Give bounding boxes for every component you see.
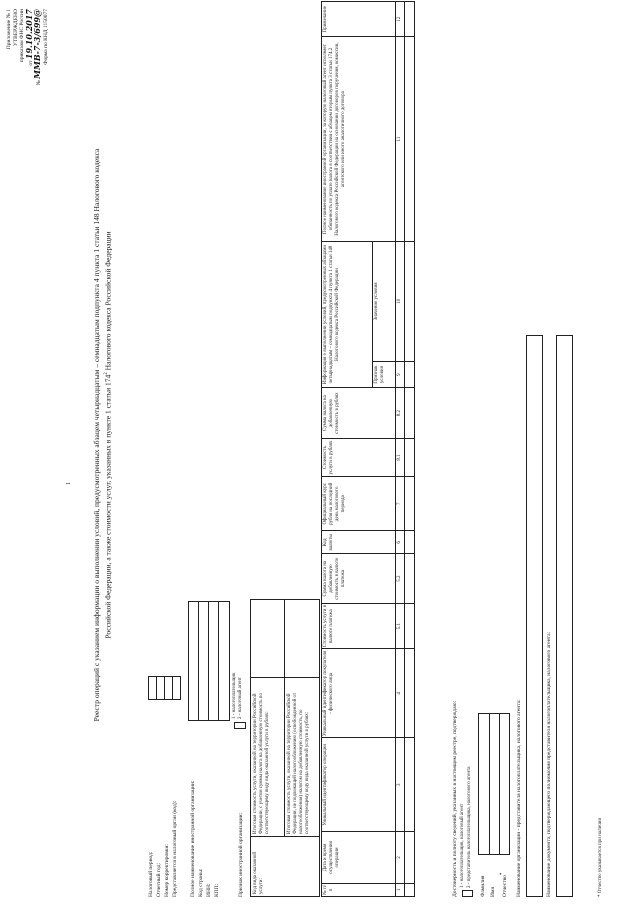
col-8-1-header: Стоимость услуги в рублях	[322, 438, 396, 476]
order-date: 19.10.2017	[23, 9, 34, 60]
sign-input[interactable]	[234, 722, 246, 729]
table-row	[405, 2, 415, 897]
approved-label: УТВЕРЖДЕНО	[12, 9, 19, 47]
sign-option-1: 1 - налогоплательщик	[232, 672, 237, 719]
patronymic-label: Отчество*	[500, 872, 508, 897]
col-number: 7	[396, 477, 405, 531]
table-cell[interactable]	[405, 554, 415, 603]
col-10-header: Значение условия	[373, 241, 396, 361]
col-9-header: Признак условия	[373, 361, 396, 387]
table-cell[interactable]	[405, 832, 415, 884]
col-3-header: Уникальный идентификатор операции	[322, 738, 396, 832]
table-cell[interactable]	[405, 37, 415, 241]
confirm-option-1: 1 - налогоплательщик, налоговый агент	[460, 803, 465, 888]
col-number: 6	[396, 531, 405, 554]
doc-input[interactable]	[556, 335, 573, 897]
table-cell[interactable]	[405, 883, 415, 896]
col-number: 9	[396, 361, 405, 387]
footnote: * Отчество указывается при наличии	[598, 817, 603, 897]
exempt-value-label: Итоговая стоимость услуги, оказанной на территории Российской Федерации, не подлежащей налогообложению (освобожденной от налогообложения) налогом на добавленную стоимость, по соответствующему коду вида оказанной услуги в рублях:	[287, 692, 310, 834]
col-number: 5.2	[396, 554, 405, 603]
confirm-type-input[interactable]	[462, 890, 473, 897]
register-table	[321, 1, 415, 897]
table-cell[interactable]	[405, 477, 415, 531]
signer-name-input[interactable]	[478, 713, 510, 855]
table-cell[interactable]	[405, 361, 415, 387]
order-label: приказом ФНС России	[19, 9, 25, 63]
service-code-label: Код вида оказанной услуги:	[253, 851, 264, 894]
org-rep-input[interactable]	[526, 335, 543, 897]
col-number: 4	[396, 649, 405, 738]
surname-label: Фамилия	[480, 875, 486, 897]
org-info-input[interactable]	[188, 601, 230, 721]
inn-label: ИНН:	[206, 883, 212, 897]
conditions-header: Информация о выполнении условий, предусмотренных абзацами четырнадцатым – семнадцатым подпункта 4 пункта 1 статьи 148 Налогового кодекса Российской Федерации	[322, 241, 373, 388]
table-cell[interactable]	[405, 2, 415, 37]
col-5-1-header: Стоимость услуги в валюте платежа	[322, 603, 396, 649]
table-cell[interactable]	[405, 531, 415, 554]
confirm-option-2: 2 - представитель налогоплательщика, налогового агента	[467, 766, 472, 888]
org-rep-label: Наименование организации - представителя налогоплательщика, налогового агента:	[516, 699, 522, 897]
col-number: 11	[396, 37, 405, 241]
col-6-header: Код валюты	[322, 531, 396, 554]
table-header-row	[322, 2, 373, 897]
table-number-row	[396, 2, 405, 897]
total-value-label: Итоговая стоимость услуги, оказанной на территории Российской Федерации, с учетом суммы налога на добавленную стоимость по соответствующему виду вида оказанной услуги в рублях:	[253, 693, 270, 834]
table-cell[interactable]	[405, 388, 415, 438]
table-cell[interactable]	[405, 738, 415, 832]
order-number: ММВ-7-3/699@	[32, 9, 42, 79]
org-name-label: Полное наименование иностранной организации:	[190, 780, 196, 897]
col-8-2-header: Сумма налога на добавленную стоимость в рублях	[322, 388, 396, 438]
appendix-label: Приложение № 1	[6, 9, 12, 50]
form-code: Форма по КНД 1150077	[42, 9, 49, 65]
col-number: 12	[396, 2, 405, 37]
authority-input[interactable]	[172, 676, 181, 700]
col-number: 5.1	[396, 603, 405, 649]
confirm-label: Достоверность и полноту сведений, указанных в настоящем реестре, подтверждаю:	[452, 700, 458, 897]
col-7-header: Официальный курс рубля на последний день налогового периода	[322, 477, 396, 531]
col-number: 3	[396, 738, 405, 832]
table-cell[interactable]	[405, 603, 415, 649]
col-1-header: № п/п	[322, 883, 396, 896]
table-cell[interactable]	[405, 649, 415, 738]
table-cell[interactable]	[405, 241, 415, 361]
service-block	[250, 599, 320, 897]
country-label: Код страны:	[198, 868, 204, 897]
col-number: 8.2	[396, 388, 405, 438]
page-number: 1	[66, 482, 72, 485]
col-11-header: Полное наименование иностранной организации, за которую налоговый агент исполняет обязанность по уплате налога в соответствии с абзацем вторым пункта 3 статьи 174.2 Налогового кодекса Российской Федерации на основании договоров поручения, комиссии, агентского или иного аналогичного договора	[322, 37, 396, 241]
approval-block: Приложение № 1 УТВЕРЖДЕНО приказом ФНС России от 19.10.2017 № ММВ-7-3/699@ Форма по КНД 1150077	[6, 9, 49, 105]
org-fields	[190, 722, 222, 897]
doc-label: Наименование документа, подтверждающего полномочия представителя налогоплательщика, налогового агента:	[546, 631, 552, 897]
name-label: Имя	[490, 887, 496, 897]
col-number: 2	[396, 832, 405, 884]
correction-label: Номер корректировки:	[164, 844, 170, 897]
col-5-2-header: Сумма налога на добавленную стоимость в валюте платежа	[322, 554, 396, 603]
year-label: Отчетный год:	[156, 863, 162, 897]
table-cell[interactable]	[405, 438, 415, 476]
register-title: Реестр операций с указанием информации о выполнении условий, предусмотренных абзацем четырнадцатым – семнадцатым подпункта 4 пункта 1 статьи 148 Налогового кодекса Российской Федерации, а также стоимости услуг, указанных в пункте 1 статьи $174^2$ Налогового кодекса Российской Федерации	[92, 148, 113, 722]
period-label: Налоговый период:	[148, 851, 154, 897]
sign-label: Признак иностранной организации:	[238, 812, 244, 897]
authority-label: Представляется в налоговый орган (код):	[172, 800, 178, 897]
sign-option-2: 2 - налоговый агент	[238, 677, 243, 719]
kpp-label: КПП:	[214, 883, 220, 897]
col-4-header: Уникальный идентификатор покупателя - физического лица	[322, 649, 396, 738]
col-number: 1	[396, 883, 405, 896]
col-12-header: Примечание	[322, 2, 396, 37]
period-fields	[148, 787, 180, 897]
col-2-header: Дата и время осуществления операции	[322, 832, 396, 884]
col-number: 8.1	[396, 438, 405, 476]
col-number: 10	[396, 241, 405, 361]
